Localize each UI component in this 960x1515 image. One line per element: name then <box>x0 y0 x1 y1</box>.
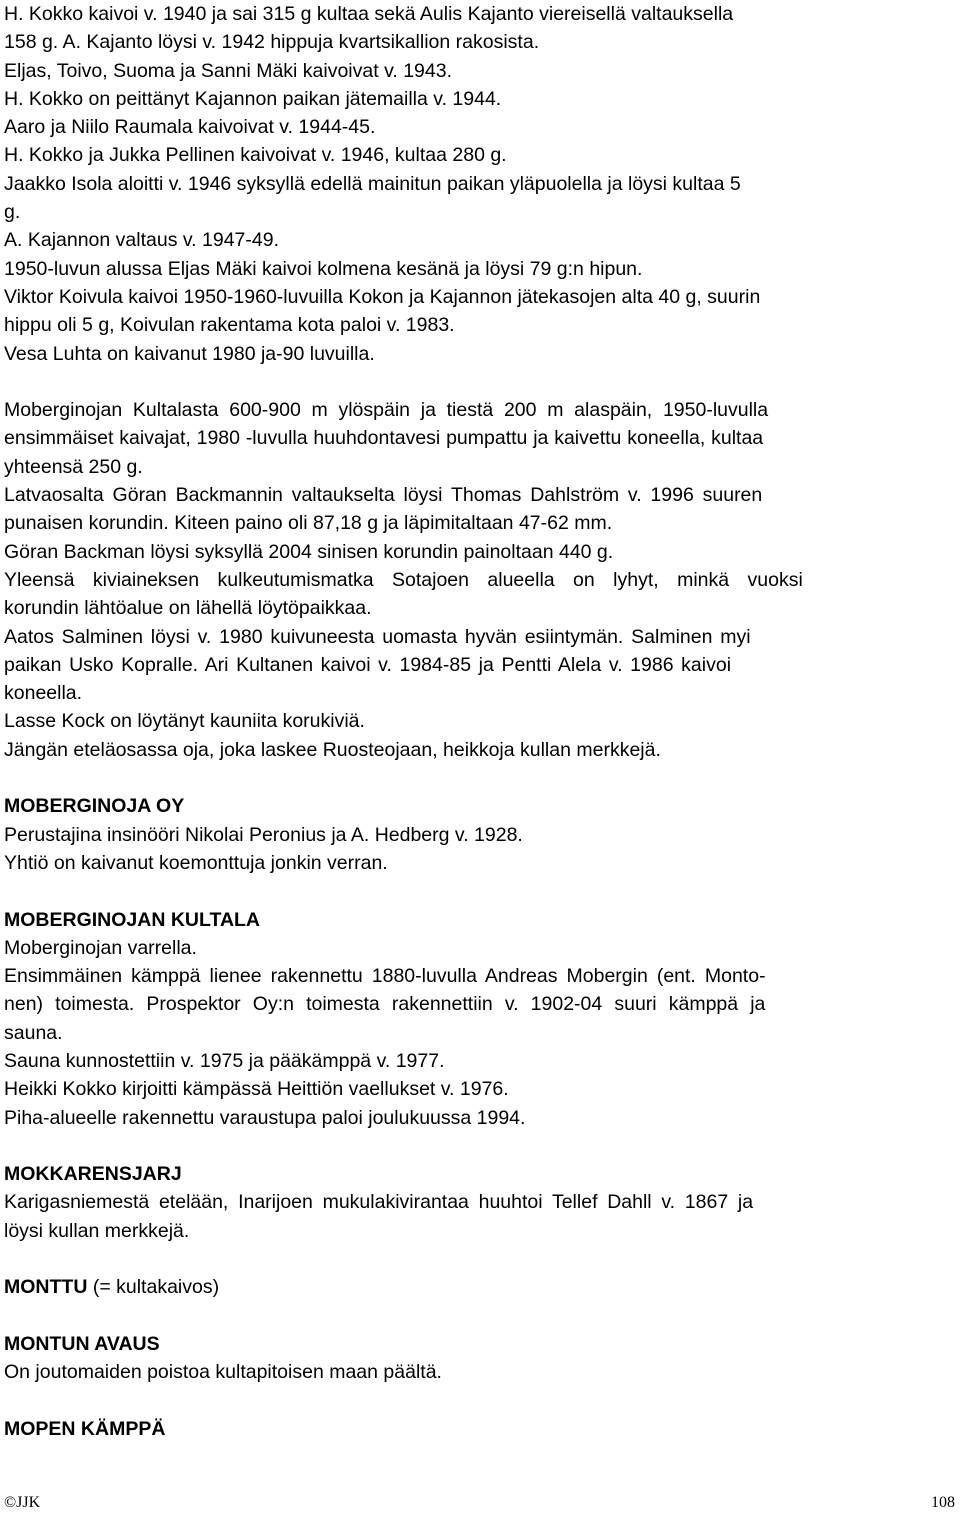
text-line: Yhtiö on kaivanut koemonttuja jonkin verran. <box>4 851 388 874</box>
text-line: Aaro ja Niilo Raumala kaivoivat v. 1944-45. <box>4 116 376 139</box>
text-line: 1950-luvun alussa Eljas Mäki kaivoi kolmena kesänä ja löysi 79 g:n hipun. <box>4 257 643 280</box>
text-line: A. Kajannon valtaus v. 1947-49. <box>4 229 279 252</box>
text-line: Karigasniemestä etelään, Inarijoen mukulakivirantaa huuhtoi Tellef Dahll v. 1867 ja <box>4 1191 754 1214</box>
text-line: paikan Usko Kopralle. Ari Kultanen kaivoi v. 1984-85 ja Pentti Alela v. 1986 kaivoi <box>4 653 732 676</box>
text-line: punaisen korundin. Kiteen paino oli 87,18 g ja läpimitaltaan 47-62 mm. <box>4 512 613 535</box>
paragraph-gap <box>4 1302 956 1330</box>
section-heading: MOBERGINOJA OY <box>4 795 185 818</box>
text-line: Sauna kunnostettiin v. 1975 ja pääkämppä v. 1977. <box>4 1049 445 1072</box>
text-line: Heikki Kokko kirjoitti kämpässä Heittiön vaellukset v. 1976. <box>4 1078 509 1101</box>
text-line: 158 g. A. Kajanto löysi v. 1942 hippuja kvartsikallion rakosista. <box>4 31 540 54</box>
section-heading: MOPEN KÄMPPÄ <box>4 1417 166 1440</box>
text-line: löysi kullan merkkejä. <box>4 1219 190 1242</box>
section-mopen-kamppa <box>4 1415 956 1443</box>
text-line: Aatos Salminen löysi v. 1980 kuivuneesta uomasta hyvän esiintymän. Salminen myi <box>4 625 751 648</box>
intro-paragraph <box>4 0 956 368</box>
section-heading: MONTUN AVAUS <box>4 1332 160 1355</box>
section-heading: MOBERGINOJAN KULTALA <box>4 908 261 931</box>
text-line: g. <box>4 201 21 224</box>
section-moberginoja-oy <box>4 792 956 877</box>
text-line: Vesa Luhta on kaivanut 1980 ja-90 luvuilla. <box>4 342 375 365</box>
paragraph-gap <box>4 1245 956 1273</box>
text-line: Yleensä kiviaineksen kulkeutumismatka Sotajoen alueella on lyhyt, minkä vuoksi <box>4 568 803 591</box>
text-line: korundin lähtöalue on lähellä löytöpaikkaa. <box>4 597 372 620</box>
text-line: Jängän eteläosassa oja, joka laskee Ruosteojaan, heikkoja kullan merkkejä. <box>4 738 661 761</box>
text-line: Piha-alueelle rakennettu varaustupa paloi joulukuussa 1994. <box>4 1106 526 1129</box>
copyright-mark: ©JJK <box>4 1494 41 1511</box>
section-heading: MOKKARENSJARJ <box>4 1163 182 1186</box>
text-line: sauna. <box>4 1021 63 1044</box>
text-line: H. Kokko on peittänyt Kajannon paikan jätemailla v. 1944. <box>4 87 502 110</box>
text-line: Viktor Koivula kaivoi 1950-1960-luvuilla Kokon ja Kajannon jätekasojen alta 40 g, suurin <box>4 285 761 308</box>
moberginoja-paragraph <box>4 396 956 764</box>
section-heading: MONTTU <box>4 1276 88 1299</box>
text-line: Jaakko Isola aloitti v. 1946 syksyllä edellä mainitun paikan yläpuolella ja löysi kultaa 5 <box>4 172 741 195</box>
text-line: Lasse Kock on löytänyt kauniita korukiviä. <box>4 710 365 733</box>
text-line: H. Kokko ja Jukka Pellinen kaivoivat v. 1946, kultaa 280 g. <box>4 144 507 167</box>
text-line: Latvaosalta Göran Backmannin valtaukselta löysi Thomas Dahlström v. 1996 suuren <box>4 484 763 507</box>
text-line: Ensimmäinen kämppä lienee rakennettu 1880-luvulla Andreas Mobergin (ent. Monto- <box>4 965 766 988</box>
text-line: Perustajina insinööri Nikolai Peronius ja A. Hedberg v. 1928. <box>4 823 523 846</box>
section-monttu <box>4 1273 956 1301</box>
heading-note: (= kultakaivos) <box>87 1276 220 1299</box>
text-line: Moberginojan Kultalasta 600-900 m ylöspäin ja tiestä 200 m alaspäin, 1950-luvulla <box>4 399 769 422</box>
text-line: yhteensä 250 g. <box>4 455 143 478</box>
text-line: Eljas, Toivo, Suoma ja Sanni Mäki kaivoivat v. 1943. <box>4 59 453 82</box>
paragraph-gap <box>4 1132 956 1160</box>
text-line: H. Kokko kaivoi v. 1940 ja sai 315 g kultaa sekä Aulis Kajanto viereisellä valtauksella <box>4 3 734 25</box>
section-moberginojan-kultala <box>4 906 956 1132</box>
paragraph-gap <box>4 368 956 396</box>
text-line: Moberginojan varrella. <box>4 936 197 959</box>
paragraph-gap <box>4 764 956 792</box>
section-montun-avaus <box>4 1330 956 1387</box>
page-number: 108 <box>931 1494 955 1511</box>
text-line: koneella. <box>4 682 83 705</box>
text-line: ensimmäiset kaivajat, 1980 -luvulla huuhdontavesi pumpattu ja kaivettu koneella, kultaa <box>4 427 764 450</box>
document-page <box>4 0 956 1443</box>
text-line: Göran Backman löysi syksyllä 2004 sinisen korundin painoltaan 440 g. <box>4 540 614 563</box>
text-line: nen) toimesta. Prospektor Oy:n toimesta rakennettiin v. 1902-04 suuri kämppä ja <box>4 993 766 1016</box>
paragraph-gap <box>4 1387 956 1415</box>
paragraph-gap <box>4 877 956 905</box>
section-mokkarensjarj <box>4 1160 956 1245</box>
text-line: On joutomaiden poistoa kultapitoisen maan päältä. <box>4 1361 442 1384</box>
text-line: hippu oli 5 g, Koivulan rakentama kota paloi v. 1983. <box>4 314 455 337</box>
